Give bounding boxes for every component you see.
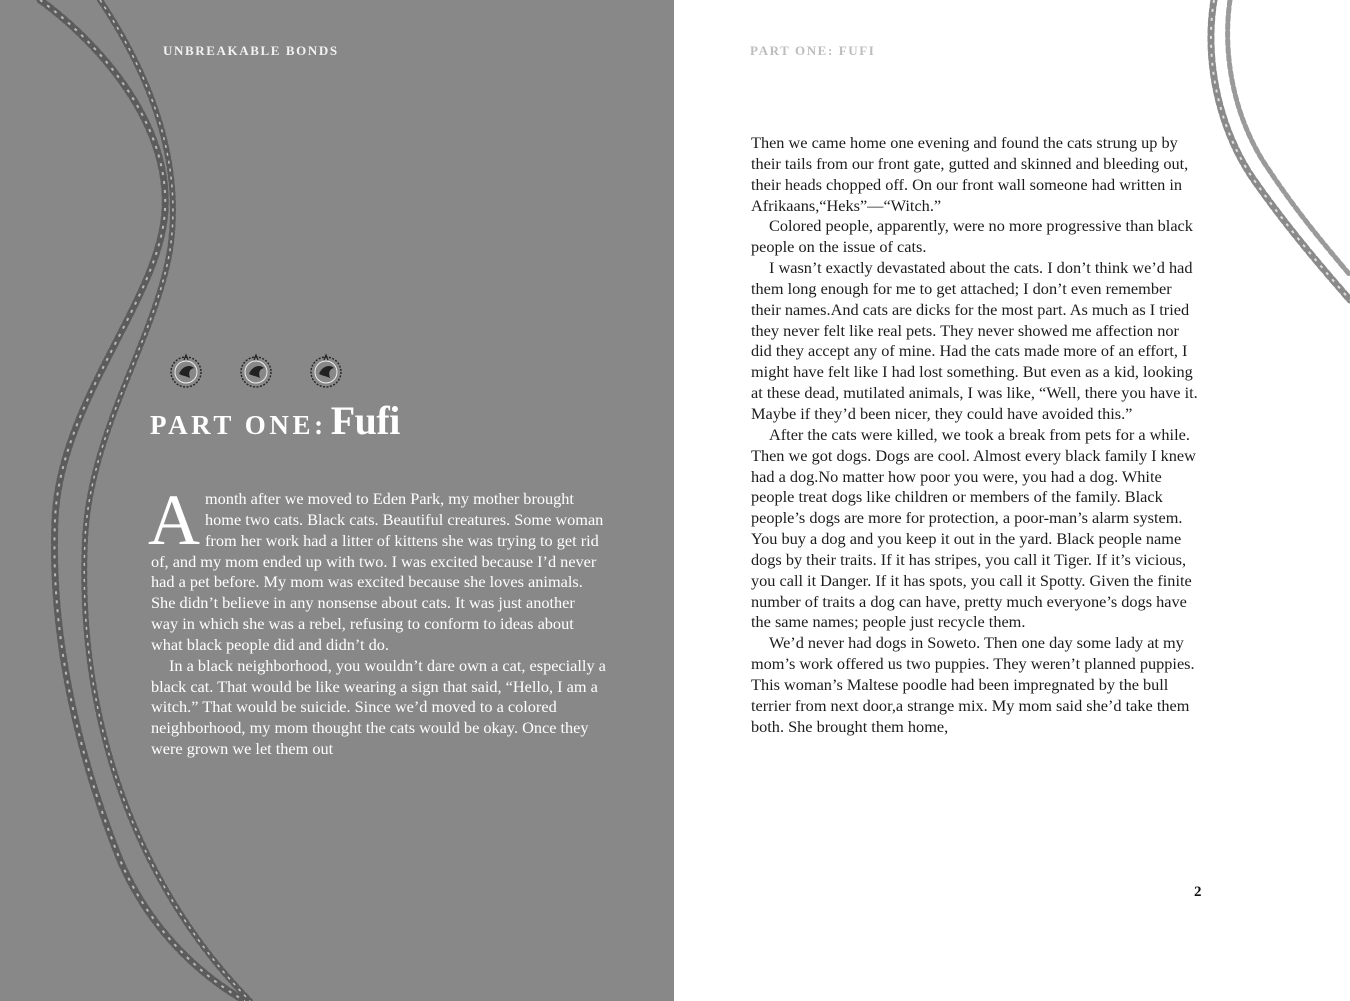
paragraph: Colored people, apparently, were no more progressive than black people on the issue of cats. xyxy=(751,216,1193,257)
paragraph: After the cats were killed, we took a break from pets for a while. Then we got dogs. Dogs are cool. Almost every black family I knew had a dog.No matter how poor you were, you had a dog. White people treat dogs like children or members of the family. Black people’s dogs are more for protection, a poor-man’s alarm system. You buy a dog and you keep it out in the yard. Black people name dogs by their traits. If it has stripes, you call it Tiger. If it’s vicious, you call it Danger. If it has spots, you call it Spotty. Given the finite number of traits a dog can have, pretty much everyone’s dogs have the same names; people just recycle them. xyxy=(751,424,1196,632)
left-body-text xyxy=(148,480,606,760)
paragraph xyxy=(148,480,606,656)
part-label: PART ONE: xyxy=(150,410,327,440)
right-body-text xyxy=(751,133,1203,737)
bird-medallion-icon xyxy=(168,352,204,392)
part-name: Fufi xyxy=(330,398,400,443)
paragraph: I wasn’t exactly devastated about the cats. I don’t think we’d had them long enough for me to get attached; I don’t even remember their names.And cats are dicks for the most part. As much as I tried they never felt like real pets. They never showed me affection nor did they accept any of mine. Had the cats made more of an effort, I might have felt like I had lost something. But even as a kid, looking at these dead, mutilated animals, I was like, “Well, there you have it. Maybe if they’d been nicer, they could have avoided this.” xyxy=(751,258,1198,423)
running-head: PART ONE: FUFI xyxy=(750,43,876,58)
bird-medallion-icon xyxy=(308,352,344,392)
right-page xyxy=(674,0,1350,1001)
chapter-title xyxy=(150,397,400,444)
running-head: UNBREAKABLE BONDS xyxy=(163,43,339,58)
drop-cap: A xyxy=(148,480,200,560)
paragraph: We’d never had dogs in Soweto. Then one day some lady at my mom’s work offered us two puppies. They weren’t planned puppies. This woman’s Maltese poodle had been impregnated by the bull terrier from next door,a strange mix. My mom said she’d take them both. She brought them home, xyxy=(751,633,1195,736)
paragraph: In a black neighborhood, you wouldn’t dare own a cat, especially a black cat. That would be like wearing a sign that said, “Hello, I am a witch.” That would be suicide. Since we’d moved to a colored neighborhood, my mom thought the cats would be okay. Once they were grown we let them out xyxy=(151,655,606,759)
paragraph-text: month after we moved to Eden Park, my mother brought home two cats. Black cats. Beautiful creatures. Some woman from her work had a litter of kittens she was trying to get rid of, and my mom ended up with two. I was excited because I’d never had a pet before. My mom was excited because she loves animals. She didn’t believe in any nonsense about cats. It was just another way in which she was a rebel, refusing to conform to ideas about what black people did and didn’t do. xyxy=(151,489,604,654)
bird-medallion-icon xyxy=(238,352,274,392)
paragraph: Then we came home one evening and found the cats strung up by their tails from our front gate, gutted and skinned and bleeding out, their heads chopped off. On our front wall someone had written in Afrikaans,“Heks”—“Witch.” xyxy=(751,133,1189,215)
ornament-row xyxy=(168,352,348,394)
page-number: 2 xyxy=(1194,884,1202,900)
left-page xyxy=(0,0,674,1001)
